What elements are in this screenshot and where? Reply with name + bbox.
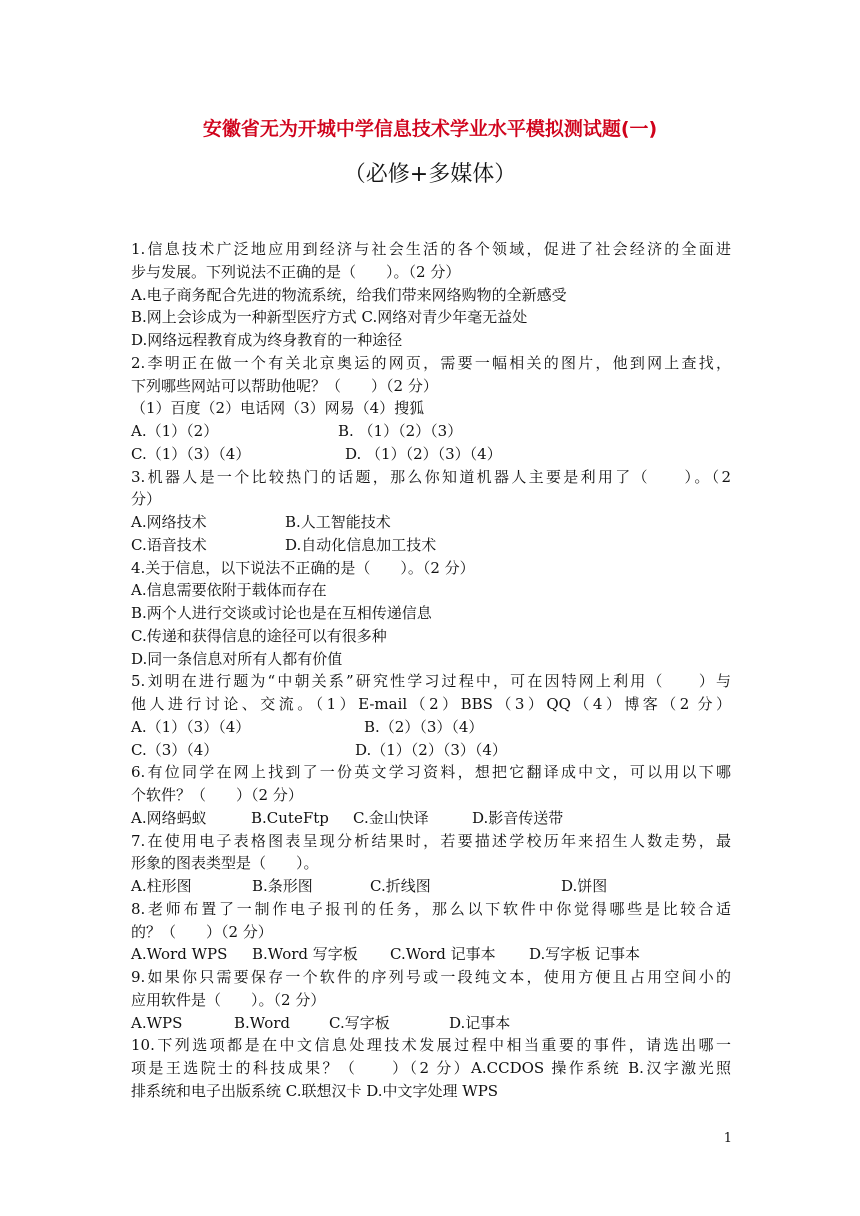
question-5-option-b: B.（2）（3）（4）	[364, 717, 484, 736]
question-3-options-ab	[131, 511, 731, 534]
question-3-option-c: C.语音技术	[131, 535, 207, 554]
question-9-options	[131, 1012, 731, 1035]
question-4-option-c: C.传递和获得信息的途径可以有很多种	[131, 626, 387, 645]
document-subtitle: （必修+多媒体）	[343, 162, 517, 187]
question-3-option-b: B.人工智能技术	[285, 513, 391, 531]
question-10-line-1: 10.下列选项都是在中文信息处理技术发展过程中相当重要的事件，请选出哪一	[131, 1036, 731, 1055]
document-title: 安徽省无为开城中学信息技术学业水平模拟测试题(一)	[202, 118, 658, 140]
question-7-option-c: C.折线图	[370, 877, 431, 895]
question-7-line-1: 7.在使用电子表格图表呈现分析结果时，若要描述学校历年来招生人数走势，最	[131, 831, 731, 850]
question-5-line-1: 5.刘明在进行题为“中朝关系”研究性学习过程中，可在因特网上利用（ ）与	[131, 672, 731, 691]
question-9-line-2: 应用软件是（ ）。（2 分）	[131, 990, 326, 1009]
question-7-line-2: 形象的图表类型是（ ）。	[131, 854, 319, 873]
question-9-option-c: C.写字板	[329, 1013, 390, 1032]
question-2-option-d: D. （1）（2）（3）（4）	[345, 444, 502, 463]
question-6-line-2: 个软件？（ ）（2 分）	[131, 786, 303, 804]
question-5-option-a: A.（1）（3）（4）	[131, 717, 251, 736]
question-2-option-a: A.（1）（2）	[131, 422, 219, 440]
question-3-option-a: A.网络技术	[131, 513, 207, 531]
question-2-line-1: 2.李明正在做一个有关北京奥运的网页，需要一幅相关的图片，他到网上查找，	[131, 353, 731, 372]
question-9-option-b: B.Word	[234, 1013, 290, 1032]
question-5-options-ab	[131, 716, 731, 739]
question-6-line-1: 6.有位同学在网上找到了一份英文学习资料，想把它翻译成中文，可以用以下哪	[131, 763, 731, 782]
question-8-option-a: A.Word WPS	[131, 945, 228, 964]
question-3-line-1: 3.机器人是一个比较热门的话题，那么你知道机器人主要是利用了（ ）。（2	[131, 467, 731, 486]
question-5-options-cd	[131, 739, 731, 762]
question-6-options	[131, 807, 731, 830]
question-6-option-d: D.影音传送带	[472, 808, 564, 827]
question-6-option-b: B.CuteFtp	[251, 808, 329, 827]
question-10-line-2: 项是王选院士的科技成果？（ ）（2 分）A.CCDOS 操作系统 B.汉字激光照	[131, 1059, 731, 1077]
page-number: 1	[723, 1131, 732, 1146]
question-1-option-bc: B.网上会诊成为一种新型医疗方式 C.网络对青少年毫无益处	[131, 308, 528, 327]
question-list	[131, 238, 731, 1103]
question-2-options-cd	[131, 443, 731, 466]
question-1-line-2: 步与发展。下列说法不正确的是（ ）。（2 分）	[131, 262, 461, 281]
question-2-line-2: 下列哪些网站可以帮助他呢？（ ）（2 分）	[131, 376, 438, 395]
question-3-line-2: 分）	[131, 490, 162, 509]
question-7-option-b: B.条形图	[252, 877, 313, 895]
question-9-option-a: A.WPS	[131, 1013, 183, 1032]
question-7-options	[131, 875, 731, 898]
question-2-options-ab	[131, 420, 731, 443]
question-4-option-b: B.两个人进行交谈或讨论也是在互相传递信息	[131, 604, 432, 622]
question-2-line-3: （1）百度（2）电话网（3）网易（4）搜狐	[131, 399, 425, 418]
question-7-option-d: D.饼图	[561, 877, 608, 895]
question-4-line-1: 4.关于信息，以下说法不正确的是（ ）。（2 分）	[131, 558, 475, 577]
question-9-option-d: D.记事本	[449, 1013, 511, 1032]
question-8-line-1: 8.老师布置了一制作电子报刊的任务，那么以下软件中你觉得哪些是比较合适	[131, 899, 731, 918]
question-2-option-c: C.（1）（3）（4）	[131, 444, 251, 463]
question-6-option-a: A.网络蚂蚁	[131, 808, 207, 827]
question-3-option-d: D.自动化信息加工技术	[285, 535, 437, 554]
question-8-line-2: 的？（ ）（2 分）	[131, 922, 273, 941]
question-5-option-c: C.（3）（4）	[131, 740, 219, 759]
question-1-option-d: D.网络远程教育成为终身教育的一种途径	[131, 331, 403, 349]
question-7-option-a: A.柱形图	[131, 877, 192, 895]
question-5-option-d: D.（1）（2）（3）（4）	[355, 740, 507, 759]
question-2-option-b: B. （1）（2）（3）	[338, 422, 463, 440]
question-3-options-cd	[131, 534, 731, 557]
question-4-option-d: D.同一条信息对所有人都有价值	[131, 649, 343, 668]
question-8-option-b: B.Word 写字板	[252, 945, 358, 964]
question-1-option-a: A.电子商务配合先进的物流系统，给我们带来网络购物的全新感受	[131, 285, 567, 304]
question-6-option-c: C.金山快译	[353, 808, 429, 827]
question-8-options	[131, 943, 731, 966]
question-1-line-1: 1.信息技术广泛地应用到经济与社会生活的各个领域，促进了社会经济的全面进	[131, 240, 731, 258]
question-4-option-a: A.信息需要依附于载体而存在	[131, 581, 327, 600]
question-10-line-3: 排系统和电子出版系统 C.联想汉卡 D.中文字处理 WPS	[131, 1081, 499, 1100]
question-8-option-c: C.Word 记事本	[390, 945, 496, 964]
question-8-option-d: D.写字板 记事本	[529, 945, 641, 964]
question-9-line-1: 9.如果你只需要保存一个软件的序列号或一段纯文本，使用方便且占用空间小的	[131, 968, 731, 986]
question-5-line-2: 他人进行讨论、交流。（1）E-mail（2）BBS（3）QQ（4）博客（2 分）	[131, 695, 731, 713]
